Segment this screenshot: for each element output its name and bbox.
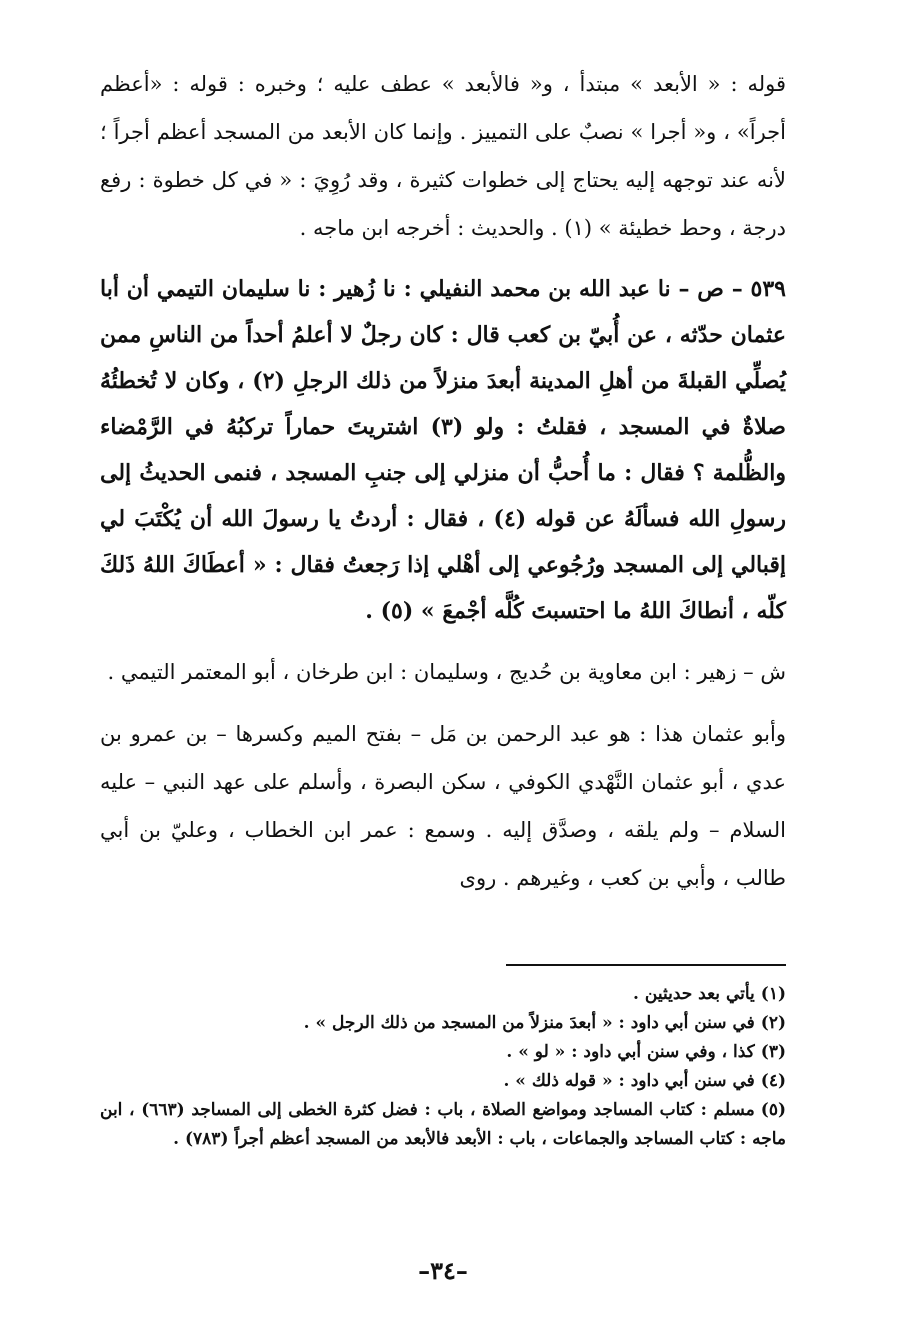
footnote-number: (٥) xyxy=(760,1100,787,1120)
footnote-number: (٣) xyxy=(760,1042,786,1062)
biography-paragraph: وأبو عثمان هذا : هو عبد الرحمن بن مَل – بفتح الميم وكسرها – بن عمرو بن عدي ، أبو عثمان النَّهْدي الكوفي ، سكن البصرة ، وأسلم على عهد النبي – عليه السلام – ولم يلقه ، وصدَّق إليه . وسمع : عمر ابن الخطاب ، وعليّ بن أبي طالب ، وأبي بن كعب ، وغيرهم . روى xyxy=(100,722,786,890)
footnote-2 xyxy=(100,1009,786,1038)
footnotes xyxy=(100,980,786,1154)
footnote-3 xyxy=(100,1038,786,1067)
footnote-number: (٢) xyxy=(760,1013,786,1033)
footnote-text: مسلم : كتاب المساجد ومواضع الصلاة ، باب : فضل كثرة الخطى إلى المساجد (٦٦٣) ، ابن ماجه : كتاب المساجد والجماعات ، باب : الأبعد فالأبعد من المسجد أعظم أجراً (٧٨٣) . xyxy=(100,1100,786,1149)
narrators-paragraph: ش – زهير : ابن معاوية بن حُديج ، وسليمان : ابن طرخان ، أبو المعتمر التيمي . xyxy=(107,660,786,684)
footnote-4 xyxy=(100,1067,786,1096)
commentary-paragraph: قوله : « الأبعد » مبتدأ ، و« فالأبعد » عطف عليه ؛ وخبره : قوله : «أعظم أجراً» ، و« أجرا » نصبٌ على التمييز . وإنما كان الأبعد من المسجد أعظم أجراً ؛ لأنه عند توجهه إليه يحتاج إلى خطوات كثيرة ، وقد رُوِيَ : « في كل خطوة : رفع درجة ، وحط خطيئة » (١) . والحديث : أخرجه ابن ماجه . xyxy=(100,72,786,240)
footnote-number: (١) xyxy=(760,984,786,1004)
footnote-divider xyxy=(506,964,786,966)
footnote-text: في سنن أبي داود : « أبعدَ منزلاً من المسجد من ذلك الرجل » . xyxy=(303,1013,755,1033)
footnote-number: (٤) xyxy=(760,1071,786,1091)
footnote-text: يأتي بعد حديثين . xyxy=(633,984,755,1004)
footnote-text: كذا ، وفي سنن أبي داود : « لو » . xyxy=(506,1042,755,1062)
page-number: –٣٤– xyxy=(418,1256,468,1285)
footnote-1 xyxy=(100,980,786,1009)
footnote-text: في سنن أبي داود : « قوله ذلك » . xyxy=(503,1071,755,1091)
footnote-5 xyxy=(100,1096,786,1154)
page-content xyxy=(100,60,786,1300)
hadith-paragraph: ٥٣٩ – ص – نا عبد الله بن محمد النفيلي : نا زُهير : نا سليمان التيمي أن أبا عثمان حدّثه ، عن أُبيّ بن كعب قال : كان رجلٌ لا أعلمُ أحداً من الناسِ ممن يُصلِّي القبلةَ من أهلِ المدينة أبعدَ منزلاً من ذلك الرجلِ (٢) ، وكان لا تُخطئُهُ صلاةٌ في المسجد ، فقلتُ : ولو (٣) اشتريتَ حماراً تركبُهُ في الرَّمْضاء والظُّلمة ؟ فقال : ما أُحبُّ أن منزلي إلى جنبِ المسجد ، فنمى الحديثُ إلى رسولِ الله فسألَهُ عن قوله (٤) ، فقال : أردتُ يا رسولَ الله أن يُكْتَبَ لي إقبالي إلى المسجد ورُجُوعي إلى أهْلي إذا رَجعتُ فقال : « أعطَاكَ اللهُ ذَلكَ كلّه ، أنطاكَ اللهُ ما احتسبتَ كُلَّه أجْمعَ » (٥) . xyxy=(100,276,787,624)
